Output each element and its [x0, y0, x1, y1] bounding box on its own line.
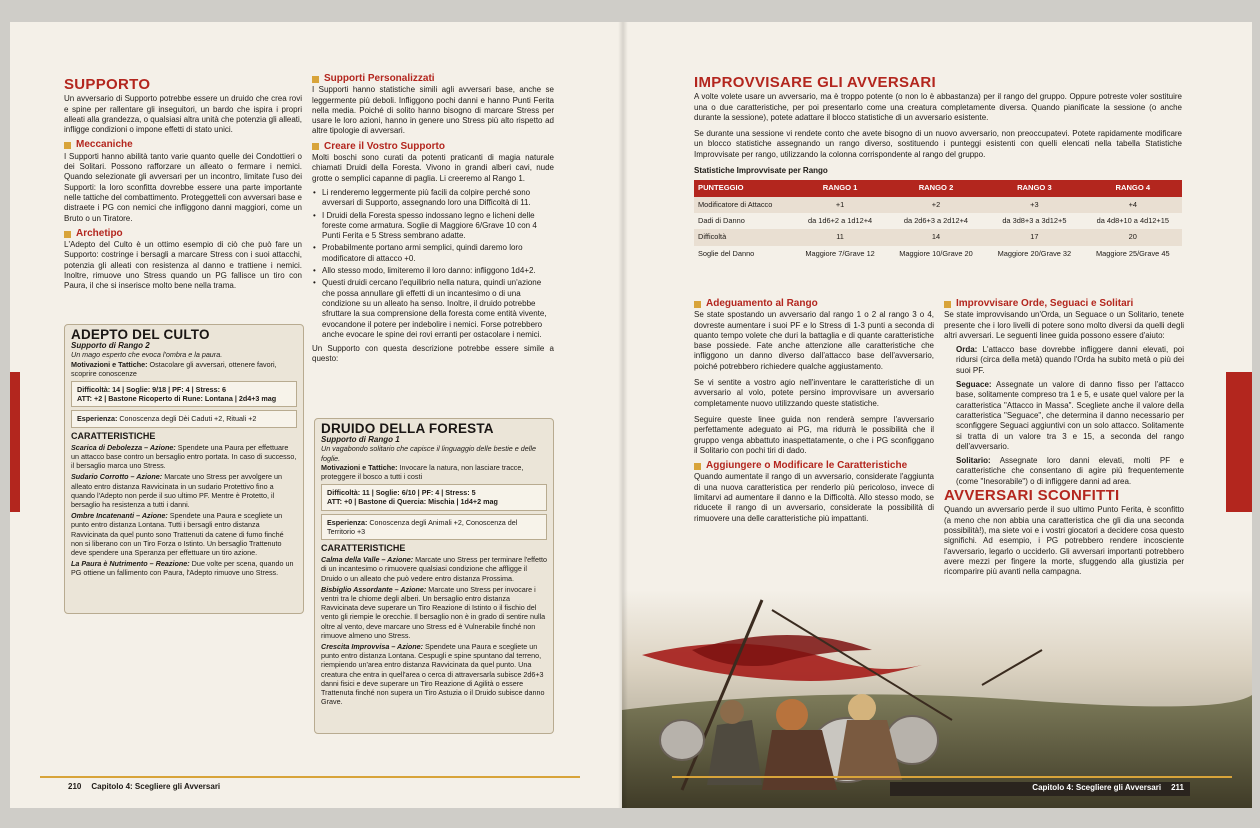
list-item: • I Druidi della Foresta spesso indossano legno e licheni delle foreste come armatura. Soglie di Maggiore 6/Grave 10 con 4 Punti Ferita e 5 Stress sembrano adatte.: [312, 211, 554, 242]
stats-line-1: Difficoltà: 11 | Soglie: 6/10 | PF: 4 | Stress: 5: [327, 488, 476, 498]
creare-bullets: [312, 188, 554, 340]
right-top-section: [694, 74, 1182, 262]
table-header: RANGO 3: [985, 180, 1083, 196]
table-cell: +1: [793, 197, 886, 213]
left-column-2: [312, 74, 554, 369]
list-item: • Allo stesso modo, limiteremo il loro danno: infliggono 1d4+2.: [312, 266, 554, 276]
table-header: RANGO 2: [887, 180, 985, 196]
bullet-square-icon: [944, 301, 951, 308]
statblock-name: DRUIDO DELLA FORESTA: [321, 421, 494, 436]
statblock-stats: [71, 381, 297, 407]
bullet-square-icon: [312, 76, 319, 83]
statblock-motives: Motivazioni e Tattiche: Ostacolare gli avversari, ottenere favori, scoprire conoscenze: [71, 359, 277, 378]
section-title-sconfitti: AVVERSARI SCONFITTI: [944, 487, 1120, 505]
table-cell: da 2d6+3 a 2d12+4: [903, 215, 969, 225]
heading-supporti-personalizzati: Supporti Personalizzati: [312, 74, 554, 84]
personalizzati-text: I Supporti hanno statistiche simili agli avversari base, anche se leggermente più deboli. Infliggono pochi danni e hanno Punti Ferita nella media. Poiché di solito hanno bisogno di marcare Stress per usare le loro azioni, hanno in genere uno Stress più alto rispetto ad altre tipologie di avversari.: [312, 85, 554, 136]
features-heading: CARATTERISTICHE: [71, 430, 156, 441]
table-header: PUNTEGGIO: [694, 180, 793, 196]
bullet-square-icon: [64, 231, 71, 238]
statblock-stats: [321, 484, 547, 510]
supporto-intro: Un avversario di Supporto potrebbe essere un druido che crea rovi e spine per rallentare gli inseguitori, un bardo che ispira i propri alleati alla grandezza, o qualsiasi altra unità che potenzia gli alleati, infligge condizioni o impone effetti di stato unici.: [64, 94, 302, 135]
statblock-rank: Supporto di Rango 2: [71, 341, 150, 351]
statblock-experience: Esperienza: Conoscenza degli Animali +2, Conoscenza del Territorio +3: [321, 514, 547, 540]
table-cell: 11: [793, 229, 886, 245]
table-cell: Maggiore 7/Grave 12: [805, 248, 875, 258]
improvvisare-p1: A volte volete usare un avversario, ma è troppo potente (o non lo è abbastanza) per il rango del gruppo. Oppure potreste voler sostituire una o due caratteristiche, per poi presentarlo come una creatura completamente diversa. Quando pianificate la sessione (o anche durante la sessione), potete adattare il blocco statistiche di un avversario esistente.: [694, 92, 1182, 122]
heading-adeguamento: Adeguamento al Rango: [694, 299, 934, 309]
improvvisare-p2: Se durante una sessione vi rendete conto che avete bisogno di un nuovo avversario, non preoccupatevi. Potete rapidamente modificare un blocco statistiche assegnando un rango diverso, sostituendo i punteggi esistenti con quelli elencati nella tabella Statistiche Improvvisate per rango, utilizzando la colonna corrispondente al rango del gruppo.: [694, 129, 1182, 159]
table-cell: da 3d8+3 a 3d12+5: [1002, 215, 1067, 225]
right-column-1: [694, 294, 934, 528]
feature-item: Bisbiglio Assordante – Azione: Marcate uno Stress per invocare i ventri tra le chiome degli alberi. Un bersaglio entro distanza Ravvicinata deve superare un Tiro Reazione di Istinto o il fischio del vento gli riempie le orecchie. Il bersaglio non è in grado di sentire nulla oltre al vento, deve marcare uno Stress ed è Vulnerabile finché non rimuove almeno uno Stress.: [321, 584, 546, 640]
statblock-experience: Esperienza: Conoscenza degli Dèi Caduti +2, Rituali +2: [71, 410, 297, 427]
table-header: RANGO 1: [793, 180, 886, 196]
statblock-name: ADEPTO DEL CULTO: [71, 327, 210, 342]
page-edge-tab: [1226, 372, 1252, 512]
left-column-1: [64, 76, 302, 296]
page-edge-tab: [10, 372, 20, 512]
list-item: • Probabilmente portano armi semplici, quindi daremo loro modificatore di attacco +0.: [312, 243, 554, 264]
creare-text: Molti boschi sono curati da potenti praticanti di magia naturale chiamati Druidi della Foresta. Vivono in grandi alberi cavi, nude grotte o semplici capanne di paglia. Li creeremo al Rango 1.: [312, 153, 554, 183]
heading-aggiungere: Aggiungere o Modificare le Caratteristiche: [694, 461, 934, 471]
page-number: 210: [68, 782, 82, 791]
table-row: [694, 246, 1182, 262]
table-cell: 17: [985, 229, 1083, 245]
stats-line-1: Difficoltà: 14 | Soglie: 9/18 | PF: 4 | Stress: 6: [77, 385, 227, 395]
heading-meccaniche: Meccaniche: [64, 140, 302, 150]
adeguamento-p1: Se state spostando un avversario dal rango 1 o 2 al rango 3 o 4, dovreste aumentare i suoi PF e lo Stress di 1-3 punti a seconda di quanto tempo volete che duri la battaglia e di quante caratteristiche base possiede. Fate anche attenzione alle caratteristiche che infliggono un danno diverso dall'attacco base dell'avversario, poiché potrebbero richiedere qualche aggiustamento.: [694, 310, 934, 371]
footer-rule: [40, 776, 580, 778]
chapter-title: Capitolo 4: Scegliere gli Avversari: [1032, 783, 1162, 792]
footer-right: [890, 782, 1190, 796]
feature-item: Crescita Improvvisa – Azione: Spendete una Paura e scegliete un punto entro distanza Lontana. Cespugli e spine spuntano dal terreno, riempiendo un'area entro distanza Ravvicinata da quel punto. Una creatura che entra in quell'area o cerca di attraversarla subisce 2d6+3 danni fisici e deve superare un Tiro Reazione di Agilità o essere Trattenuta finché non supera un Tiro Astuzia o il Druido subisce danno Grave.: [321, 642, 545, 707]
list-item: Orda: L'attacco base dovrebbe infliggere danni elevati, poi ridursi (circa della metà) quando l'Orda ha subito metà o più dei suoi PF.: [956, 345, 1185, 375]
right-page: [622, 22, 1252, 808]
feature-item: Calma della Valle – Azione: Marcate uno Stress per terminare l'effetto di un incantesimo o rimuovere qualsiasi condizione che affligge il Druido o un alleato che può vedere entro distanza Prossima.: [321, 555, 548, 583]
page-number: 211: [1171, 783, 1184, 792]
feature-item: Sudario Corrotto – Azione: Marcate uno Stress per avvolgere un alleato entro distanza Ravvicinata in un sudario Protettivo fino a quando l'Adepto non perde il suo ultimo PF. Mentre è Protetto, il bersaglio ha resistenza a tutti i danni.: [71, 472, 283, 510]
table-row: [694, 213, 1182, 229]
statblock-description: Un mago esperto che evoca l'ombra e la paura.: [71, 350, 223, 360]
stats-table: [694, 180, 1182, 261]
table-cell: Soglie del Danno: [698, 248, 755, 258]
table-header: RANGO 4: [1084, 180, 1182, 196]
chapter-title: Capitolo 4: Scegliere gli Avversari: [91, 782, 221, 791]
right-column-2: [944, 294, 1184, 581]
sconfitti-text: Quando un avversario perde il suo ultimo Punto Ferita, è sconfitto (a meno che non abbia una caratteristica che gli dia una seconda possibilità!), ma siete voi e i vostri giocatori a decidere cosa questo significhi. Ad esempio, i PG potrebbero rendere incosciente l'avversario, legarlo o ucciderlo. Gli avversari importanti potrebbero avere mezzi per fingere la morte, sfuggendo alla giustizia per ricomparire più avanti nella campagna.: [944, 505, 1184, 577]
table-row: [694, 197, 1182, 213]
table-cell: 20: [1084, 229, 1182, 245]
bullet-square-icon: [694, 463, 701, 470]
list-item: Seguace: Assegnate un valore di danno fisso per l'attacco base, solitamente compreso tra 1 e 5, e usate quel valore per la caratteristica "Attacco in Massa". Scegliete anche il valore della caratteristica "Seguace", che determina il danno necessario per sconfiggere Seguaci aggiuntivi con un solo attacco. Solitamente si tratta di un valore tra 3 e 15, a seconda del rango dell'avversario.: [956, 380, 1184, 451]
list-item: Solitario: Assegnate loro danni elevati, molti PF e caratteristiche che consentano di agire più frequentemente (come "Inesorabile") o di infliggere danni ad area.: [956, 456, 1185, 486]
section-title-supporto: SUPPORTO: [64, 76, 151, 93]
statblock-rank: Supporto di Rango 1: [321, 435, 400, 445]
table-cell: Difficoltà: [694, 229, 793, 245]
orde-intro: Se state improvvisando un'Orda, un Seguace o un Solitario, tenete presente che i loro livelli di potere sono molto diversi da quelli degli altri avversari. Le seguenti linee guida possono essere d'aiuto:: [944, 310, 1184, 340]
table-cell: Maggiore 25/Grave 45: [1096, 248, 1170, 258]
table-cell: Maggiore 10/Grave 20: [899, 248, 973, 258]
bullet-square-icon: [694, 301, 701, 308]
heading-archetipo: Archetipo: [64, 229, 302, 239]
footer-left: [68, 782, 368, 796]
feature-item: La Paura è Nutrimento – Reazione: Due volte per scena, quando un PG ottiene un fallimento con Paura, l'Adepto rimuove uno Stress.: [71, 559, 294, 578]
archetipo-text: L'Adepto del Culto è un ottimo esempio di ciò che può fare un Supporto: costringe i bersagli a marcare Stress con i suoi attacchi, potenzia gli alleati con resistenza al danno e trattiene i nemici. Inoltre, rimuove uno Stress quando un PG fallisce un tiro con Paura, il che si inserisce molto bene nella trama.: [64, 240, 302, 291]
meccaniche-text: I Supporti hanno abilità tanto varie quanto quelle dei Condottieri o dei Solitari. Possono rafforzare un alleato o fermare i nemici. Quando selezionate gli avversari per un incontro, limitate l'uso dei Supporti: la loro sconfitta dovrebbe essere una parte importante nelle tattiche del combattimento. Proteggetteli con avversari base e distraete i PG con nemici che infliggono danni maggiori, come un Bruto o un Tiratore.: [64, 151, 302, 223]
aggiungere-text: Quando aumentate il rango di un avversario, considerate l'aggiunta di una nuova caratteristica per renderlo più pericoloso, invece di limitarvi ad aumentare il danno e la Difficoltà. Allo stesso modo, se riducete il rango di un avversario, considerate la possibilità di rimuovere una delle caratteristiche più impattanti.: [694, 472, 934, 523]
feature-item: Ombre Incatenanti – Azione: Spendete una Paura e scegliete un punto entro distanza Lontana. Tutti i bersagli entro distanza Ravvicinata da quel punto sono Trattenuti da catene di fumo finché non si liberano con un Tiro Forza o Istinto. Un bersaglio Trattenuto deve spendere una Speranza per effettuare un tiro azione.: [71, 511, 284, 558]
heading-creare-supporto: Creare il Vostro Supporto: [312, 142, 554, 152]
features-heading: CARATTERISTICHE: [321, 543, 406, 554]
bullet-square-icon: [64, 142, 71, 149]
book-gutter: [618, 22, 628, 808]
stats-line-2: ATT: +2 | Bastone Ricoperto di Rune: Lontana | 2d4+3 mag: [77, 394, 277, 404]
adeguamento-p2: Se vi sentite a vostro agio nell'inventare le caratteristiche di un avversario al volo, potete persino improvvisare un avversario completamente nuovo utilizzando queste statistiche.: [694, 378, 934, 408]
statblock-druido-della-foresta: [314, 418, 554, 734]
list-item: • Li renderemo leggermente più facili da colpire perché sono avversari di Supporto, assegnando loro una Difficoltà di 11.: [312, 188, 554, 209]
table-cell: +3: [985, 197, 1083, 213]
footer-rule: [672, 776, 1232, 778]
left-page: [10, 22, 622, 808]
statblock-adepto-del-culto: [64, 324, 304, 614]
table-cell: +4: [1084, 197, 1182, 213]
list-item: • Questi druidi cercano l'equilibrio nella natura, quindi un'azione che possa annullare gli effetti di un incantesimo o di una condizione su un alleato ha senso. Inoltre, il druido potrebbe sfruttare la sua comprensione della foresta come entità vivente, evocandone il potere per indebolire i nemici. Forse potrebbero anche evocare le spine dei rovi erranti per ostacolare i nemici.: [312, 278, 554, 340]
heading-orde: Improvvisare Orde, Seguaci e Solitari: [944, 299, 1184, 309]
table-cell: 14: [887, 229, 985, 245]
bullet-square-icon: [312, 143, 319, 150]
stats-line-2: ATT: +0 | Bastone di Quercia: Mischia | 1d4+2 mag: [327, 497, 498, 507]
statblock-description: Un vagabondo solitario che capisce il linguaggio delle bestie e delle foglie.: [321, 444, 536, 463]
creare-outro: Un Supporto con questa descrizione potrebbe essere simile a questo:: [312, 344, 554, 364]
table-cell: +2: [887, 197, 985, 213]
table-row: [694, 229, 1182, 245]
orde-list: [944, 345, 1184, 487]
table-header-row: [694, 180, 1182, 196]
adeguamento-p3: Seguire queste linee guida non renderà sempre l'avversario perfettamente adeguato ai PG, ma ridurrà le possibilità che il gruppo venga abbattuto inaspettatamente, o che i PG sconfiggano il Solitario con pochi tiri di dado.: [694, 414, 934, 455]
table-cell: Dadi di Danno: [698, 215, 745, 225]
feature-item: Scarica di Debolezza – Azione: Spendete una Paura per effettuare un attacco base contro un bersaglio entro portata. In caso di successo, il bersaglio marca uno Stress.: [71, 442, 297, 471]
section-title-improvvisare: IMPROVVISARE GLI AVVERSARI: [694, 74, 936, 91]
statblock-motives: Motivazioni e Tattiche: Invocare la natura, non lasciare tracce, proteggere il bosco a tutti i costi: [321, 462, 524, 482]
table-caption: Statistiche Improvvisate per Rango: [694, 166, 828, 176]
table-cell: da 4d8+10 a 4d12+15: [1096, 215, 1169, 225]
table-cell: Modificatore di Attacco: [694, 197, 793, 213]
table-cell: Maggiore 20/Grave 32: [997, 248, 1072, 258]
table-cell: da 1d6+2 a 1d12+4: [808, 215, 873, 225]
